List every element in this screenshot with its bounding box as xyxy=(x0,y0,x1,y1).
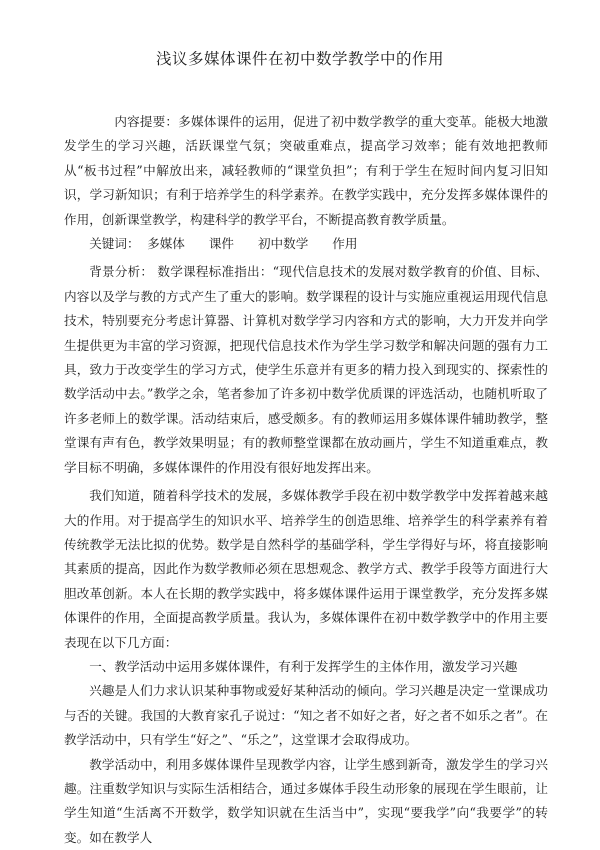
keywords-label: 关键词： xyxy=(89,236,140,252)
keyword-item: 初中数学 xyxy=(257,236,309,252)
section-paragraph: 兴趣是人们力求认识某种事物或爱好某种活动的倾向。学习兴趣是决定一堂课成功与否的关键。我国的大教育家孔子说过：“知之者不如好之者，好之者不如乐之者”。在教学活动中，只有学生“好之”、“乐之”，这堂课才会取得成功。 xyxy=(64,683,548,748)
keyword-item: 课件 xyxy=(208,236,235,252)
abstract-paragraph: 内容提要：多媒体课件的运用，促进了初中数学教学的重大变革。能极大地激发学生的学习兴趣，活跃课堂气氛；突破重难点，提高学习效率；能有效地把教师从“板书过程”中解放出来，减轻教师的“课堂负担”；有利于学生在短时间内复习旧知识，学习新知识；有利于培养学生的科学素养。在教学实践中，充分发挥多媒体课件的作用，创新课堂教学，构建科学的教学平台，不断提高教育教学质量。 xyxy=(64,114,548,227)
document-title: 浅议多媒体课件在初中数学教学中的作用 xyxy=(155,50,444,68)
section-paragraph: 教学活动中，利用多媒体课件呈现教学内容，让学生感到新奇，激发学生的学习兴趣。注重数学知识与实际生活相结合，通过多媒体手段生动形象的展现在学生眼前，让学生知道“生活离不开数学，数学知识就在生活当中”，实现“要我学”向“我要学”的转变。如在教学人 xyxy=(64,756,548,845)
keywords-line xyxy=(64,232,548,256)
intro-paragraph: 我们知道，随着科学技术的发展，多媒体教学手段在初中数学教学中发挥着越来越大的作用。对于提高学生的知识水平、培养学生的创造思维、培养学生的科学素养有着传统教学无法比拟的优势。数学是自然科学的基础学科，学生学得好与坏，将直接影响其素质的提高，因此作为数学教师必须在思想观念、教学方式、教学手段等方面进行大胆改革创新。本人在长期的教学实践中，将多媒体课件运用于课堂教学，充分发挥多媒体课件的作用，全面提高教学质量。我认为，多媒体课件在初中数学教学中的作用主要表现在以下几方面： xyxy=(64,488,548,650)
document-body xyxy=(64,110,548,850)
section-heading: 一、教学活动中运用多媒体课件，有利于发挥学生的主体作用，激发学习兴趣 xyxy=(89,658,518,674)
background-paragraph: 背景分析： 数学课程标准指出：“现代信息技术的发展对数学教育的价值、目标、内容以及学与教的方式产生了重大的影响。数学课程的设计与实施应重视运用现代信息技术，特别要充分考虑计算器、计算机对数学学习内容和方式的影响，大力开发并向学生提供更为丰富的学习资源，把现代信息技术作为学生学习数学和解决问题的强有力工具，致力于改变学生的学习方式，使学生乐意并有更多的精力投入到现实的、探索性的数学活动中去。”教学之余，笔者参加了许多初中数学优质课的评选活动，也随机听取了许多老师上的数学课。活动结束后，感受颇多。有的教师运用多媒体课件辅助教学，整堂课有声有色，教学效果明显；有的教师整堂课都在放动画片，学生不知道重难点，教学目标不明确，多媒体课件的作用没有很好地发挥出来。 xyxy=(64,264,548,475)
keyword-item: 作用 xyxy=(332,236,358,252)
keyword-item: 多媒体 xyxy=(147,236,185,252)
